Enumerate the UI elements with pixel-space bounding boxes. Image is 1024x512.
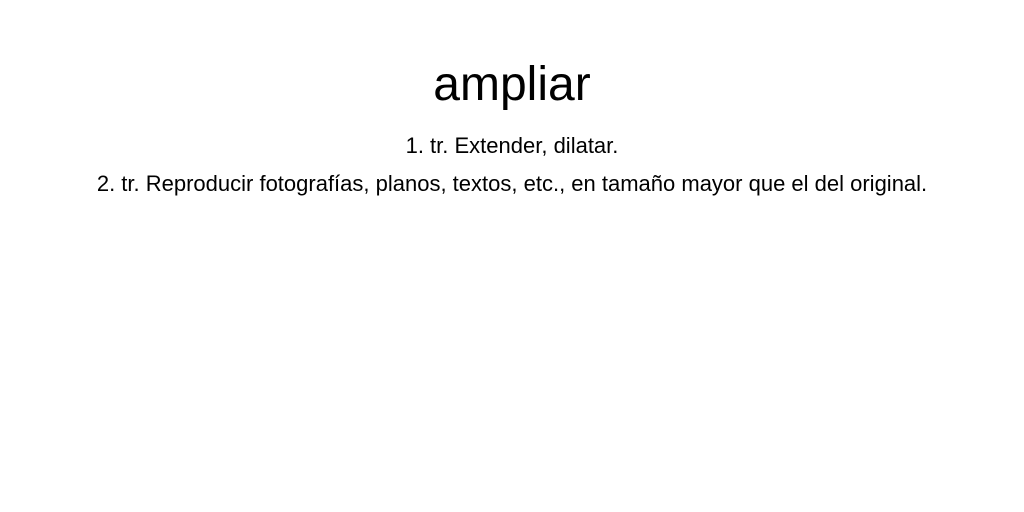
definition-item: 2. tr. Reproducir fotografías, planos, textos, etc., en tamaño mayor que el del original. (96, 171, 928, 196)
headword-title: ampliar (433, 58, 591, 111)
definition-list (72, 127, 952, 203)
definition-item: 1. tr. Extender, dilatar. (405, 133, 619, 158)
